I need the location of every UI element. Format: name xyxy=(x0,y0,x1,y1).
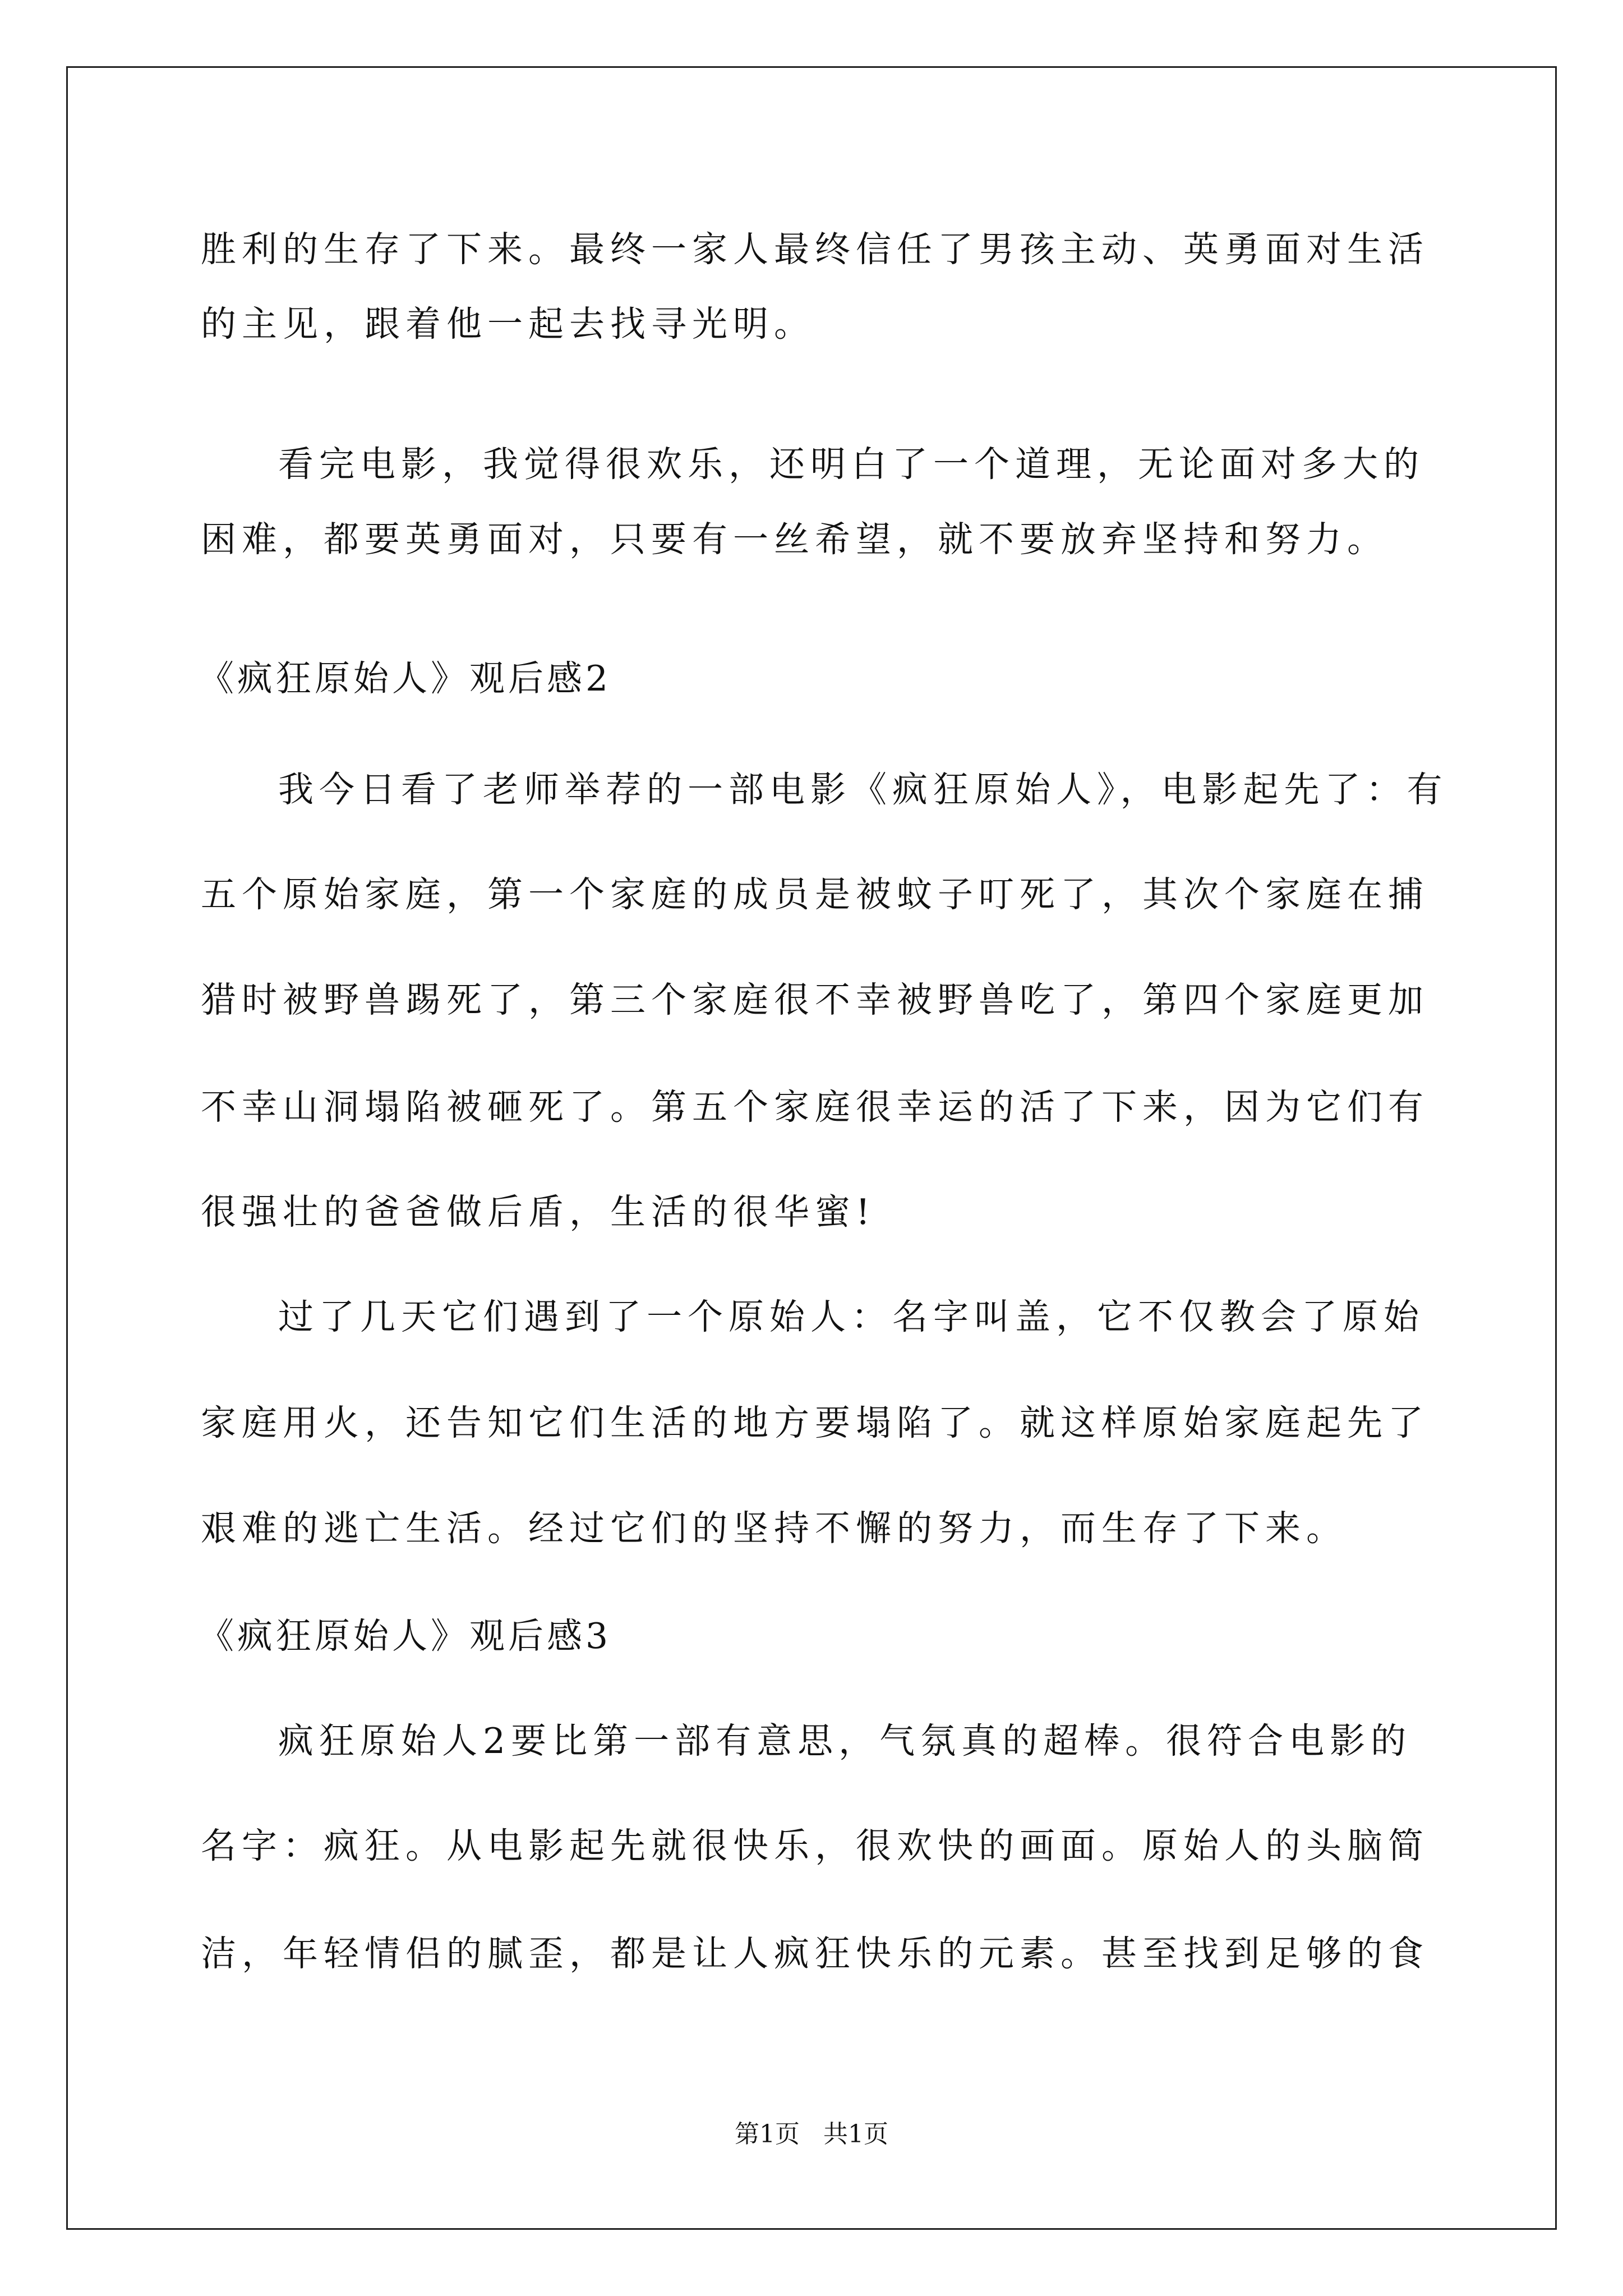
paragraph-line: 疯狂原始人2要比第一部有意思，气氛真的超棒。很符合电影的 xyxy=(278,1720,1412,1761)
section-heading: 《疯狂原始人》观后感3 xyxy=(199,1616,612,1657)
paragraph-line: 名字：疯狂。从电影起先就很快乐，很欢快的画面。原始人的头脑简 xyxy=(201,1825,1429,1866)
paragraph-line: 洁，年轻情侣的腻歪，都是让人疯狂快乐的元素。甚至找到足够的食 xyxy=(201,1933,1429,1974)
paragraph-line: 过了几天它们遇到了一个原始人：名字叫盖，它不仅教会了原始 xyxy=(278,1296,1424,1337)
section-heading: 《疯狂原始人》观后感2 xyxy=(199,658,612,699)
paragraph-line: 家庭用火，还告知它们生活的地方要塌陷了。就这样原始家庭起先了 xyxy=(201,1402,1429,1443)
paragraph-line: 很强壮的爸爸做后盾，生活的很华蜜! xyxy=(201,1191,876,1232)
page-border xyxy=(66,66,1557,2230)
paragraph-line: 五个原始家庭，第一个家庭的成员是被蚊子叮死了，其次个家庭在捕 xyxy=(201,874,1429,915)
paragraph-line: 我今日看了老师举荐的一部电影《疯狂原始人》，电影起先了：有 xyxy=(278,769,1448,810)
paragraph-line: 的主见，跟着他一起去找寻光明。 xyxy=(201,303,815,344)
paragraph-line: 困难，都要英勇面对，只要有一丝希望，就不要放弃坚持和努力。 xyxy=(201,519,1388,560)
paragraph-line: 艰难的逃亡生活。经过它们的坚持不懈的努力，而生存了下来。 xyxy=(201,1508,1347,1549)
paragraph-line: 看完电影，我觉得很欢乐，还明白了一个道理，无论面对多大的 xyxy=(278,444,1424,485)
page-footer: 第1页 共1页 xyxy=(735,2120,888,2148)
paragraph-line: 猎时被野兽踢死了，第三个家庭很不幸被野兽吃了，第四个家庭更加 xyxy=(201,979,1429,1020)
paragraph-line: 不幸山洞塌陷被砸死了。第五个家庭很幸运的活了下来，因为它们有 xyxy=(201,1087,1429,1128)
paragraph-line: 胜利的生存了下来。最终一家人最终信任了男孩主动、英勇面对生活 xyxy=(201,229,1429,270)
